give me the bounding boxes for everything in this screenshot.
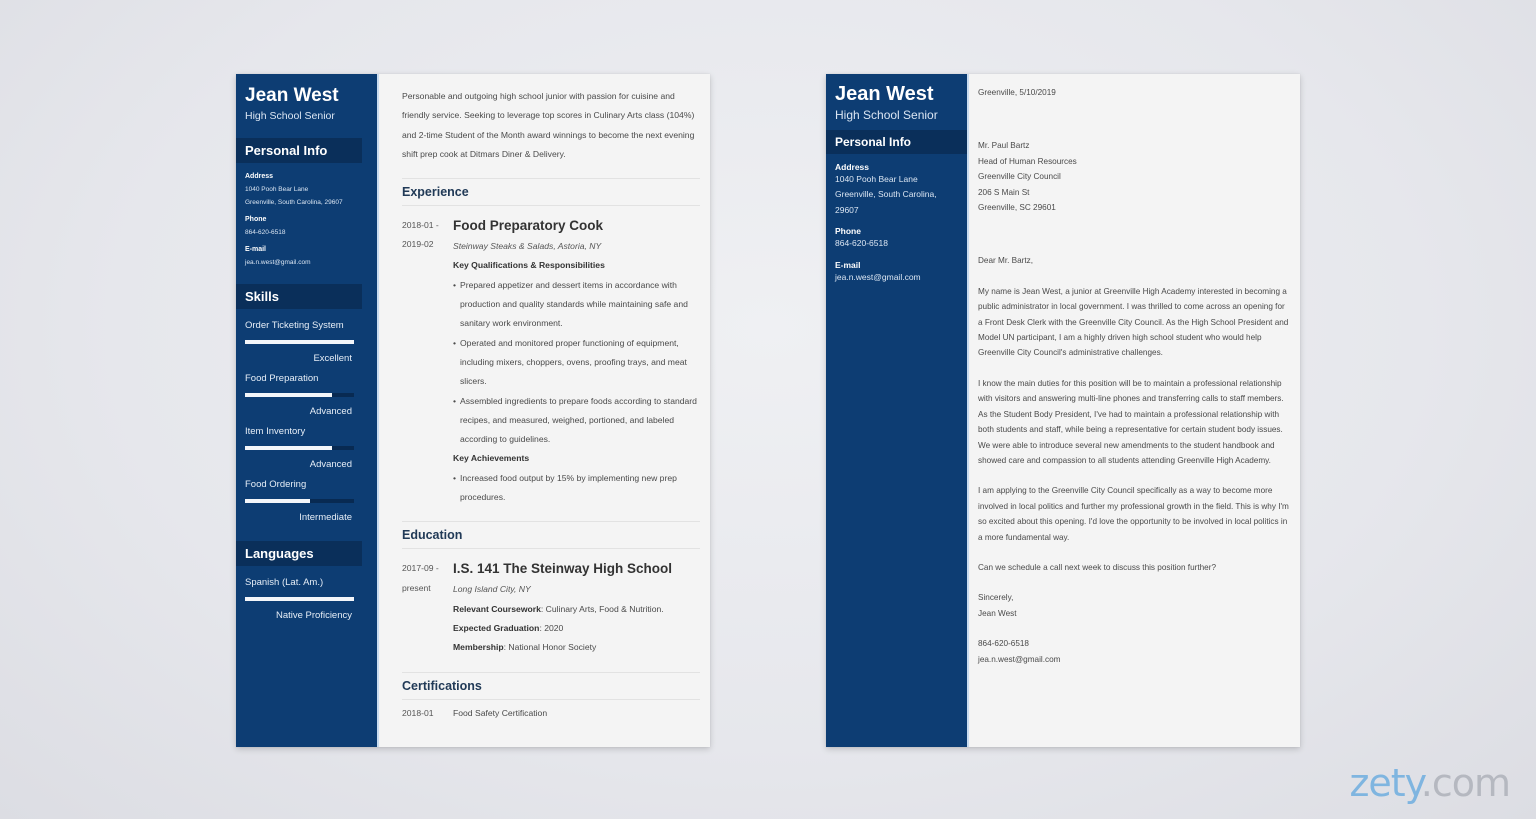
skill-level: Advanced — [309, 459, 352, 470]
skill-bar — [245, 446, 354, 450]
achievement-item: • Increased food output by 15% by implementing new prep procedures. — [453, 469, 697, 508]
letter-job-title: High School Senior — [835, 108, 938, 122]
recipient-line: Greenville, SC 29601 — [978, 203, 1056, 213]
certification-entry — [402, 704, 701, 723]
recipient-line: Head of Human Resources — [978, 156, 1077, 166]
membership-label: Membership — [453, 642, 504, 653]
skill-item — [236, 373, 377, 417]
address-line-2: Greenville, South Carolina, 29607 — [245, 199, 343, 206]
skill-name: Item Inventory — [245, 426, 306, 437]
zety-logo — [1349, 761, 1510, 805]
skill-name: Food Ordering — [245, 479, 307, 490]
letter-date: Greenville, 5/10/2019 — [978, 88, 1056, 97]
signature: Jean West — [978, 608, 1017, 618]
skills-heading: Skills — [236, 284, 362, 309]
letter-name: Jean West — [835, 83, 934, 105]
personal-info-heading: Personal Info — [236, 138, 362, 163]
recipient-line: Mr. Paul Bartz — [978, 141, 1030, 151]
certification-name: Food Safety Certification — [453, 707, 548, 718]
letter-address-label: Address — [835, 162, 870, 172]
school-name: I.S. 141 The Steinway High School — [453, 561, 673, 577]
qualifications-heading: Key Qualifications & Responsibilities — [453, 260, 605, 271]
bullet-item: • Operated and monitored proper functioning of equipment, including mixers, choppers, ovens, proofing trays, and meat slicers. — [453, 334, 697, 392]
experience-body — [453, 216, 701, 507]
letter-address-line-3: 29607 — [835, 204, 859, 215]
logo-tld: .com — [1420, 761, 1510, 805]
footer-email: jea.n.west@gmail.com — [978, 654, 1061, 664]
date-start: 2018-01 - — [402, 220, 439, 231]
letter-paragraph: Can we schedule a call next week to discuss this position further? — [978, 562, 1217, 572]
skill-item — [236, 320, 377, 364]
resume-name: Jean West — [245, 85, 339, 106]
graduation-label: Expected Graduation — [453, 622, 540, 633]
coursework-value: : Culinary Arts, Food & Nutrition. — [540, 603, 664, 614]
letter-paragraph: My name is Jean West, a junior at Greenville High Academy interested in becoming a public administrator in local government. I was thrilled to come across an opening for a Front Desk Clerk with the Greenville City Council. As the High School President and Model UN participant, I am a highly driven high school student who would help Greenville City Council's administrative challenges. — [978, 286, 1289, 358]
education-entry — [402, 559, 701, 657]
letter-personal-info-heading: Personal Info — [826, 130, 967, 154]
date-start: 2017-09 - — [402, 563, 439, 574]
letter-email-value: jea.n.west@gmail.com — [835, 271, 921, 282]
salutation: Dear Mr. Bartz, — [978, 256, 1034, 266]
resume-summary: Personable and outgoing high school junior with passion for cuisine and friendly service. Seeking to leverage top scores in Culinary Arts class (104%) and 2-time Student of the Month award winnings to become the next evening shift prep cook at Ditmars Diner & Delivery. — [402, 91, 695, 159]
skill-name: Food Preparation — [245, 373, 319, 384]
experience-heading: Experience — [402, 178, 700, 206]
resume-main — [379, 74, 710, 747]
skill-level: Excellent — [313, 353, 352, 364]
school-location: Long Island City, NY — [453, 584, 531, 595]
recipient-block — [978, 138, 1291, 215]
letter-paragraph: I am applying to the Greenville City Council specifically as a way to become more involved in local politics and further my professional growth in the field. This is why I'm so excited about this opening. I'd love the opportunity to be involved in local politics in a more fundamental way. — [978, 486, 1289, 542]
certification-date: 2018-01 — [402, 707, 434, 718]
bullet-item: • Assembled ingredients to prepare foods according to standard recipes, and measured, weighed, portioned, and labeled according to guidelines. — [453, 392, 697, 450]
skill-item — [236, 479, 377, 523]
education-dates — [402, 559, 453, 657]
phone-label: Phone — [245, 216, 267, 223]
letter-sidebar — [826, 74, 969, 747]
resume-sidebar — [236, 74, 379, 747]
education-heading: Education — [402, 521, 700, 549]
membership-value: : National Honor Society — [503, 642, 597, 653]
experience-entry — [402, 216, 701, 507]
skill-name: Order Ticketing System — [245, 320, 344, 331]
graduation — [453, 619, 701, 638]
letter-phone-label: Phone — [835, 226, 861, 237]
recipient-line: 206 S Main St — [978, 187, 1030, 197]
skill-level: Advanced — [309, 406, 352, 417]
experience-dates — [402, 216, 453, 507]
company: Steinway Steaks & Salads, Astoria, NY — [453, 241, 602, 252]
achievements-heading: Key Achievements — [453, 453, 530, 464]
language-name: Spanish (Lat. Am.) — [245, 577, 324, 588]
resume-job-title: High School Senior — [245, 110, 335, 122]
recipient-line: Greenville City Council — [978, 172, 1061, 182]
cover-letter-page — [826, 74, 1300, 747]
coursework — [453, 600, 701, 619]
skill-bar — [245, 499, 354, 503]
date-end: 2019-02 — [402, 239, 434, 250]
graduation-value: : 2020 — [539, 622, 564, 633]
resume-page — [236, 74, 710, 747]
address-line-1: 1040 Pooh Bear Lane — [245, 186, 309, 193]
bullet-item: • Prepared appetizer and dessert items in accordance with production and quality standards while maintaining safe and sanitary work environment. — [453, 276, 697, 334]
footer-phone: 864-620-6518 — [978, 639, 1029, 649]
letter-email-label: E-mail — [835, 259, 861, 270]
skill-item — [236, 426, 377, 470]
skill-level: Intermediate — [299, 512, 352, 523]
education-body — [453, 559, 701, 657]
language-level: Native Proficiency — [275, 610, 352, 621]
languages-heading: Languages — [236, 541, 362, 566]
letter-body — [969, 74, 1300, 747]
letter-address-line-2: Greenville, South Carolina, — [835, 189, 937, 200]
email-value: jea.n.west@gmail.com — [245, 259, 311, 266]
address-label: Address — [245, 173, 274, 180]
skills-list — [236, 320, 377, 523]
closing: Sincerely, — [978, 593, 1014, 603]
email-label: E-mail — [245, 246, 267, 253]
phone-value: 864-620-6518 — [245, 229, 286, 236]
membership — [453, 638, 701, 657]
language-bar — [245, 597, 354, 601]
date-end: present — [402, 582, 431, 593]
logo-brand: zety — [1349, 761, 1421, 805]
letter-address-line-1: 1040 Pooh Bear Lane — [835, 174, 918, 184]
letter-phone-value: 864-620-6518 — [835, 238, 888, 249]
coursework-label: Relevant Coursework — [453, 603, 541, 614]
certifications-heading: Certifications — [402, 672, 700, 700]
skill-bar — [245, 340, 354, 344]
job-title: Food Preparatory Cook — [453, 218, 604, 234]
letter-paragraph: I know the main duties for this position will be to maintain a professional relationship with visitors and answering multi-line phones and transferring calls to staff members. As the Student Body President, I've had to maintain a professional relationship with both students and staff, while being a representative for certain student body issues. We were able to introduce several new amendments to the student handbook and showed care and compassion to all students attending Greenville High Academy. — [978, 378, 1284, 465]
skill-bar — [245, 393, 354, 397]
language-item — [236, 577, 377, 621]
